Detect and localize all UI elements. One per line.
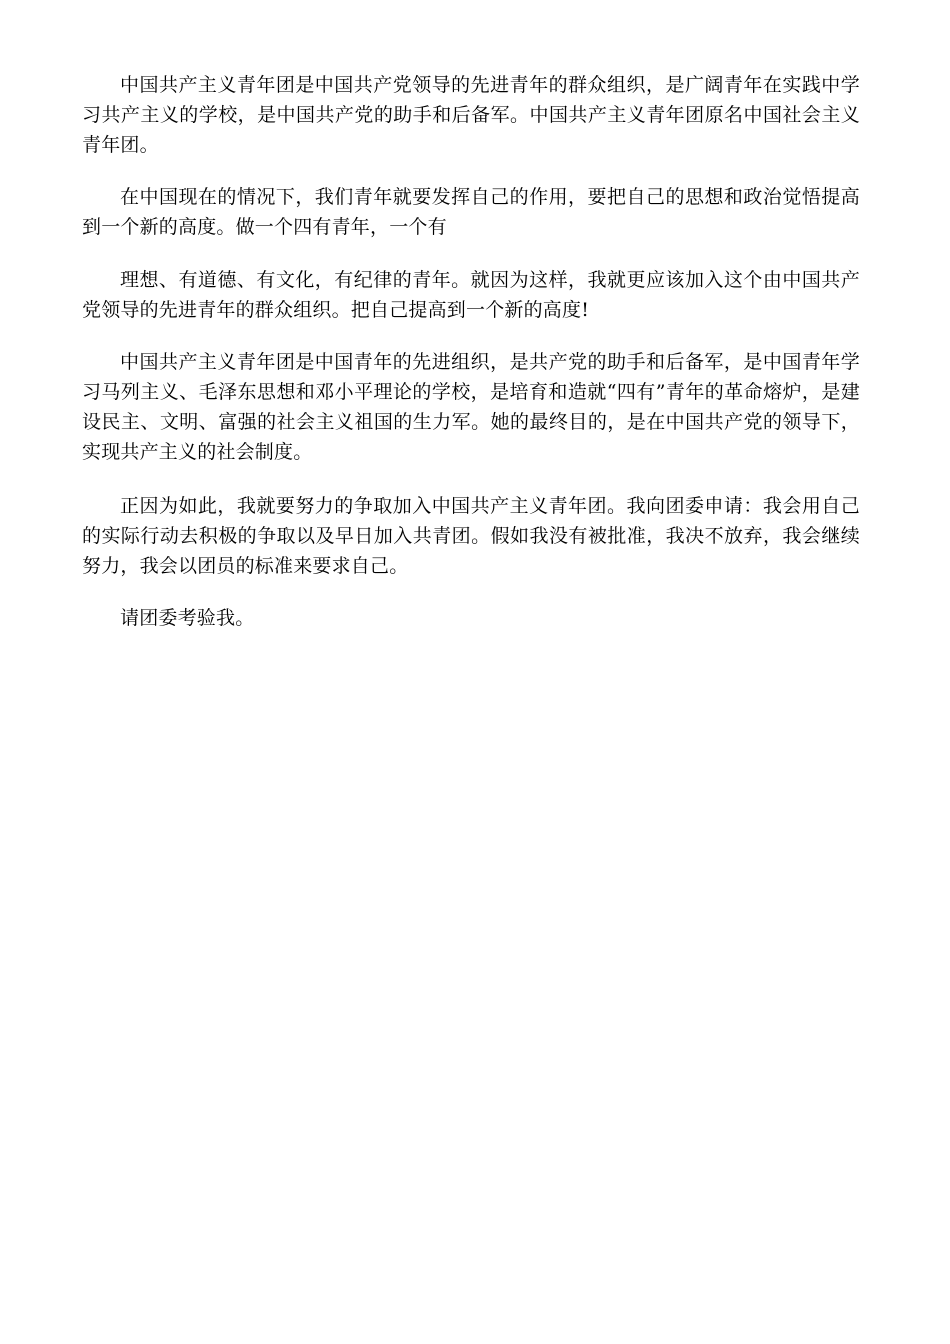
paragraph-application: 正因为如此，我就要努力的争取加入中国共产主义青年团。我向团委申请：我会用自己的实际行动去积极的争取以及早日加入共青团。假如我没有被批准，我决不放弃，我会继续努力，我会以团员的标准来要求自己。 [82,495,860,577]
paragraph-current-situation: 在中国现在的情况下，我们青年就要发挥自己的作用，要把自己的思想和政治觉悟提高到一个新的高度。做一个四有青年，一个有 [82,186,860,238]
paragraph-league-description: 中国共产主义青年团是中国青年的先进组织，是共产党的助手和后备军，是中国青年学习马列主义、毛泽东思想和邓小平理论的学校，是培育和造就“四有”青年的革命熔炉，是建设民主、文明、富强的社会主义祖国的生力军。她的最终目的，是在中国共产党的领导下，实现共产主义的社会制度。 [82,351,860,463]
paragraph-four-haves: 理想、有道德、有文化，有纪律的青年。就因为这样，我就更应该加入这个由中国共产党领导的先进青年的群众组织。把自己提高到一个新的高度! [82,269,860,321]
paragraph-intro: 中国共产主义青年团是中国共产党领导的先进青年的群众组织，是广阔青年在实践中学习共产主义的学校，是中国共产党的助手和后备军。中国共产主义青年团原名中国社会主义青年团。 [82,74,860,156]
document-page [82,70,860,633]
paragraph-closing: 请团委考验我。 [120,607,255,629]
